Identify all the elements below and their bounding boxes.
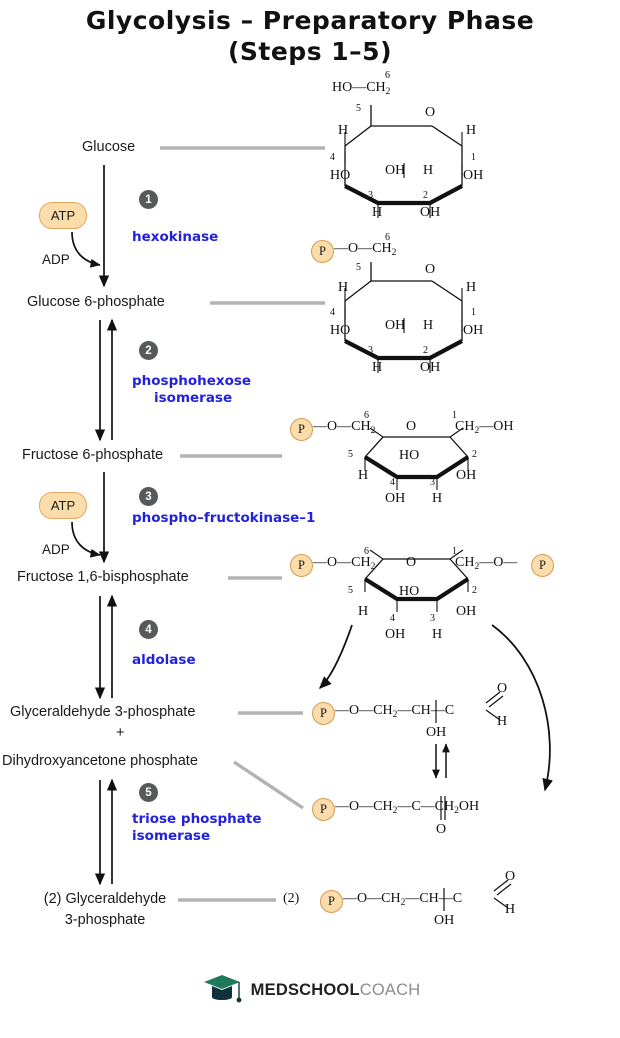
metabolite-dihydroxyacetone-phosphate: Dihydroxyancetone phosphate [2, 753, 198, 769]
g6p-oh-c2: OH [420, 360, 441, 375]
fbp-oh-c4: OH [385, 627, 406, 642]
glucose-ring-oxygen: O [425, 105, 436, 120]
fbp-h-c5: H [358, 604, 369, 619]
metabolite-fructose-6-phosphate: Fructose 6-phosphate [22, 447, 164, 463]
cofactor-adp-step1: ADP [42, 252, 70, 267]
fbp-ho-c3: HO [399, 584, 420, 599]
logo-wordmark-light: COACH [359, 980, 421, 999]
page-title [0, 6, 620, 67]
phosphate-group-fructose6p: P [290, 418, 313, 441]
g3p-top-oh: OH [426, 725, 447, 740]
f6p-carbon-3: 3 [430, 477, 435, 488]
g6p-h-c5: H [338, 280, 349, 295]
glucose-ho-c4: HO [330, 168, 351, 183]
glucose-carbon-1: 1 [471, 152, 476, 163]
title-line-1: Glycolysis – Preparatory Phase [85, 6, 535, 35]
glucose-h-c5: H [338, 123, 349, 138]
fbp-oh-c2: OH [456, 604, 477, 619]
g3p-bottom-chain: $—O—CH_2—CH—C$ [343, 891, 463, 908]
g6p-oh-c1: OH [463, 323, 484, 338]
f6p-carbon-5: 5 [348, 449, 353, 460]
glucose-oh-c4: OH [385, 163, 406, 178]
dhap-carbonyl-o: O [436, 822, 447, 837]
cofactor-atp-step3: ATP [39, 492, 87, 519]
g3p-top-aldehyde-h: H [497, 714, 508, 729]
g3p-top-carbonyl-o: O [497, 681, 508, 696]
enzyme-phosphohexose-isomerase [132, 373, 251, 407]
g3p-bottom-stoichiometry: (2) [283, 891, 300, 906]
f6p-oh-c4: OH [385, 491, 406, 506]
title-line-2: (Steps 1–5) [227, 36, 393, 66]
metabolite-fructose-1-6-bisphosphate: Fructose 1,6-bisphosphate [17, 569, 189, 585]
metabolite-plus-sign: + [116, 725, 125, 741]
g6p-carbon-1: 1 [471, 307, 476, 318]
cofactor-adp-step3: ADP [42, 542, 70, 557]
enzyme-phosphofructokinase-1: phospho–fructokinase–1 [132, 510, 316, 526]
phosphate-group-dhap: P [312, 798, 335, 821]
fbp-h-c3: H [432, 627, 443, 642]
phosphate-group-fbp-c6: P [290, 554, 313, 577]
metabolite-two-glyceraldehyde-3-phosphate-line-2: 3-phosphate [64, 912, 146, 928]
g6p-oh-c4: OH [385, 318, 406, 333]
enzyme-phosphohexose-line-1: phosphohexose [132, 373, 252, 389]
g6p-h-c2: H [423, 318, 434, 333]
g6p-carbon-3: 3 [368, 345, 373, 356]
step-badge-1[interactable]: 1 [139, 190, 158, 209]
g3p-bottom-carbonyl-o: O [505, 869, 516, 884]
fbp-carbon-3: 3 [430, 613, 435, 624]
f6p-carbon-4: 4 [390, 477, 395, 488]
metabolite-glucose: Glucose [82, 139, 136, 155]
cofactor-atp-step1: ATP [39, 202, 87, 229]
graduation-cap-icon [200, 968, 244, 1012]
f6p-carbon-2: 2 [472, 449, 477, 460]
g6p-h-c1: H [466, 280, 477, 295]
enzyme-aldolase: aldolase [132, 652, 196, 668]
enzyme-triose-phosphate-line-2: isomerase [132, 827, 211, 844]
phosphate-group-g3p-top: P [312, 702, 335, 725]
fbp-carbon-1: 1 [452, 546, 457, 557]
glucose-oh-c2: OH [420, 205, 441, 220]
glucose-oh-c1: OH [463, 168, 484, 183]
g6p-label-o-ch2: $—O—CH_2$ [334, 241, 397, 258]
glucose-h-c3: H [372, 205, 383, 220]
fbp-ring-oxygen: O [406, 555, 417, 570]
metabolite-two-glyceraldehyde-3-phosphate-line-1: (2) Glyceraldehyde [43, 891, 167, 907]
glucose-h-c1: H [466, 123, 477, 138]
metabolite-glyceraldehyde-3-phosphate: Glyceraldehyde 3-phosphate [10, 704, 196, 720]
glucose-carbon-2: 2 [423, 190, 428, 201]
phosphate-group-g3p-bottom: P [320, 890, 343, 913]
glucose-carbon-4: 4 [330, 152, 335, 163]
reaction-arrows [100, 165, 112, 884]
phosphate-group-glucose6p: P [311, 240, 334, 263]
f6p-label-o-ch2: $—O—CH_2$ [313, 419, 376, 436]
g6p-carbon-6: 6 [385, 232, 390, 243]
metabolite-glucose-6-phosphate: Glucose 6-phosphate [27, 294, 165, 310]
enzyme-triose-phosphate-line-1: triose phosphate [132, 811, 262, 827]
glucose-carbon-5: 5 [356, 103, 361, 114]
g6p-h-c3: H [372, 360, 383, 375]
fbp-carbon-2: 2 [472, 585, 477, 596]
phosphate-group-fbp-c1: P [531, 554, 554, 577]
f6p-oh-c2: OH [456, 468, 477, 483]
glucose-h-c2: H [423, 163, 434, 178]
g6p-carbon-4: 4 [330, 307, 335, 318]
g6p-ring-oxygen: O [425, 262, 436, 277]
fbp-label-o-ch2: $—O—CH_2$ [313, 555, 376, 572]
logo-wordmark-bold: MEDSCHOOL [250, 980, 360, 999]
dhap-chain: $—O—CH_2—C—CH_2OH$ [335, 799, 480, 816]
f6p-h-c5: H [358, 468, 369, 483]
g3p-bottom-oh: OH [434, 913, 455, 928]
fbp-carbon-6: 6 [364, 546, 369, 557]
enzyme-hexokinase: hexokinase [132, 229, 219, 245]
g6p-ho-c4: HO [330, 323, 351, 338]
f6p-ho-c3: HO [399, 448, 420, 463]
step-badge-5[interactable]: 5 [139, 783, 158, 802]
fbp-carbon-4: 4 [390, 613, 395, 624]
glucose-label-ho-ch2: $HO—CH_2$ [332, 80, 391, 97]
triose-interconversion-arrows [436, 744, 446, 778]
enzyme-triose-phosphate-isomerase [132, 811, 261, 845]
structure-fbp-ring [365, 550, 468, 612]
f6p-ring-oxygen: O [406, 419, 417, 434]
glucose-carbon-6: 6 [385, 70, 390, 81]
footer-logo[interactable] [0, 968, 620, 1012]
step-badge-2[interactable]: 2 [139, 341, 158, 360]
fbp-label-ch2-o: $CH_2—O—$ [455, 555, 518, 572]
fbp-carbon-5: 5 [348, 585, 353, 596]
g3p-top-chain: $—O—CH_2—CH—C$ [335, 703, 455, 720]
structure-glucose-ring [345, 105, 478, 218]
f6p-carbon-1: 1 [452, 410, 457, 421]
f6p-label-ch2-oh: $CH_2—OH$ [455, 419, 514, 436]
logo-wordmark [251, 981, 421, 1000]
g6p-carbon-2: 2 [423, 345, 428, 356]
g3p-bottom-aldehyde-h: H [505, 902, 516, 917]
f6p-h-c3: H [432, 491, 443, 506]
g6p-carbon-5: 5 [356, 262, 361, 273]
glucose-carbon-3: 3 [368, 190, 373, 201]
f6p-carbon-6: 6 [364, 410, 369, 421]
step-badge-4[interactable]: 4 [139, 620, 158, 639]
step-badge-3[interactable]: 3 [139, 487, 158, 506]
enzyme-phosphohexose-line-2: isomerase [154, 389, 233, 406]
